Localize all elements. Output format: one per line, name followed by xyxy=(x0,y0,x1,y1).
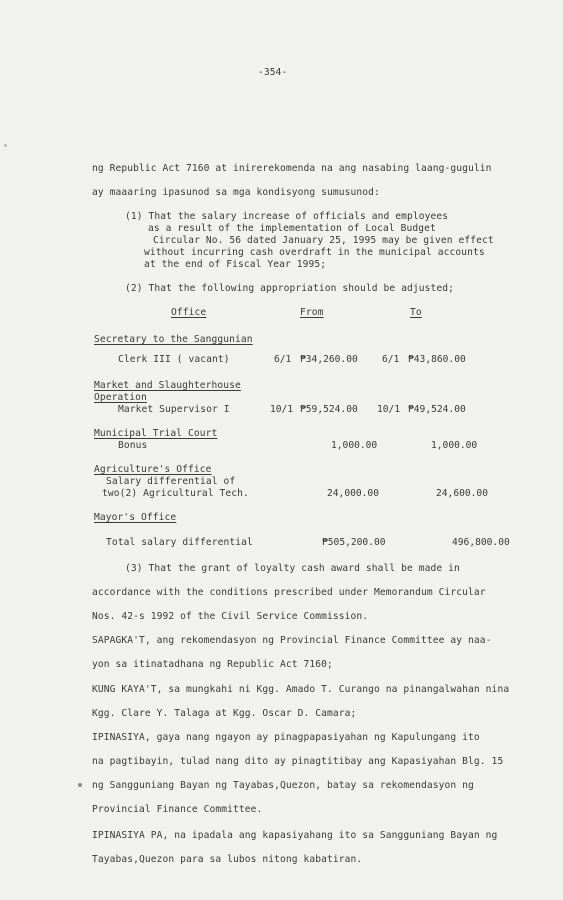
total-from: ₱505,200.00 xyxy=(322,537,386,548)
closing-line: IPINASIYA, gaya nang ngayon ay pinagpapasiyahan ng Kapulungang ito xyxy=(92,732,480,743)
scan-speck xyxy=(4,144,7,147)
section-detail: Salary differential of xyxy=(106,476,236,487)
from-month: 10/1 xyxy=(270,404,294,415)
condition1-line: Circular No. 56 dated January 25, 1995 may be given effect xyxy=(153,235,494,246)
section-heading: Secretary to the Sanggunian xyxy=(94,334,253,345)
intro-line: ay maaaring ipasunod sa mga kondisyong sumusunod: xyxy=(92,187,380,198)
closing-line: Kgg. Clare Y. Talaga at Kgg. Oscar D. Camara; xyxy=(92,708,357,719)
to-amount: 1,000.00 xyxy=(431,440,478,451)
page-number: -354- xyxy=(258,67,288,78)
to-amount: ₱43,860.00 xyxy=(408,354,466,365)
closing-line: ng Sangguniang Bayan ng Tayabas,Quezon, batay sa rekomendasyon ng xyxy=(92,780,474,791)
closing-line: yon sa itinatadhana ng Republic Act 7160; xyxy=(92,659,333,670)
from-amount: 24,000.00 xyxy=(327,488,379,499)
to-amount: ₱49,524.00 xyxy=(408,404,466,415)
closing-line: KUNG KAYA'T, sa mungkahi ni Kgg. Amado T. Curango na pinangalwahan nina xyxy=(92,684,510,695)
section-heading: Agriculture's Office xyxy=(94,464,212,475)
condition1-line: (1) That the salary increase of officials and employees xyxy=(125,211,449,222)
from-month: 6/1 xyxy=(274,354,292,365)
from-amount: ₱59,524.00 xyxy=(300,404,358,415)
closing-line: accordance with the conditions prescribed under Memorandum Circular xyxy=(92,587,486,598)
total-label: Total salary differential xyxy=(106,537,253,548)
condition1-line: as a result of the implementation of Local Budget xyxy=(148,223,436,234)
header-office: Office xyxy=(171,307,207,318)
closing-line: Tayabas,Quezon para sa lubos nitong kabatiran. xyxy=(92,854,363,865)
section-detail: Clerk III ( vacant) xyxy=(118,354,230,365)
section-detail: Market Supervisor I xyxy=(118,404,230,415)
closing-line: Provincial Finance Committee. xyxy=(92,804,263,815)
condition2-line: (2) That the following appropriation should be adjusted; xyxy=(125,283,455,294)
to-month: 10/1 xyxy=(377,404,401,415)
scan-speck xyxy=(78,783,82,787)
section-detail: Bonus xyxy=(118,440,148,451)
header-from: From xyxy=(300,307,324,318)
section-heading: Market and Slaughterhouse xyxy=(94,380,241,391)
section-detail: two(2) Agricultural Tech. xyxy=(102,488,249,499)
header-to: To xyxy=(410,307,422,318)
from-amount: ₱34,260.00 xyxy=(300,354,358,365)
closing-line: IPINASIYA PA, na ipadala ang kapasiyahang ito sa Sangguniang Bayan ng xyxy=(92,830,498,841)
closing-line: SAPAGKA'T, ang rekomendasyon ng Provincial Finance Committee ay naa- xyxy=(92,635,492,646)
from-amount: 1,000.00 xyxy=(331,440,378,451)
closing-line: (3) That the grant of loyalty cash award shall be made in xyxy=(125,563,460,574)
condition1-line: without incurring cash overdraft in the municipal accounts xyxy=(144,247,485,258)
total-to: 496,800.00 xyxy=(452,537,510,548)
section-heading: Municipal Trial Court xyxy=(94,428,218,439)
to-amount: 24,600.00 xyxy=(436,488,488,499)
intro-line: ng Republic Act 7160 at inirerekomenda na ang nasabing laang-gugulin xyxy=(92,163,492,174)
closing-line: Nos. 42-s 1992 of the Civil Service Commission. xyxy=(92,611,369,622)
section-heading: Mayor's Office xyxy=(94,512,177,523)
section-heading: Operation xyxy=(94,392,147,403)
closing-line: na pagtibayin, tulad nang dito ay pinagtitibay ang Kapasiyahan Blg. 15 xyxy=(92,756,504,767)
condition1-line: at the end of Fiscal Year 1995; xyxy=(144,259,327,270)
to-month: 6/1 xyxy=(382,354,400,365)
